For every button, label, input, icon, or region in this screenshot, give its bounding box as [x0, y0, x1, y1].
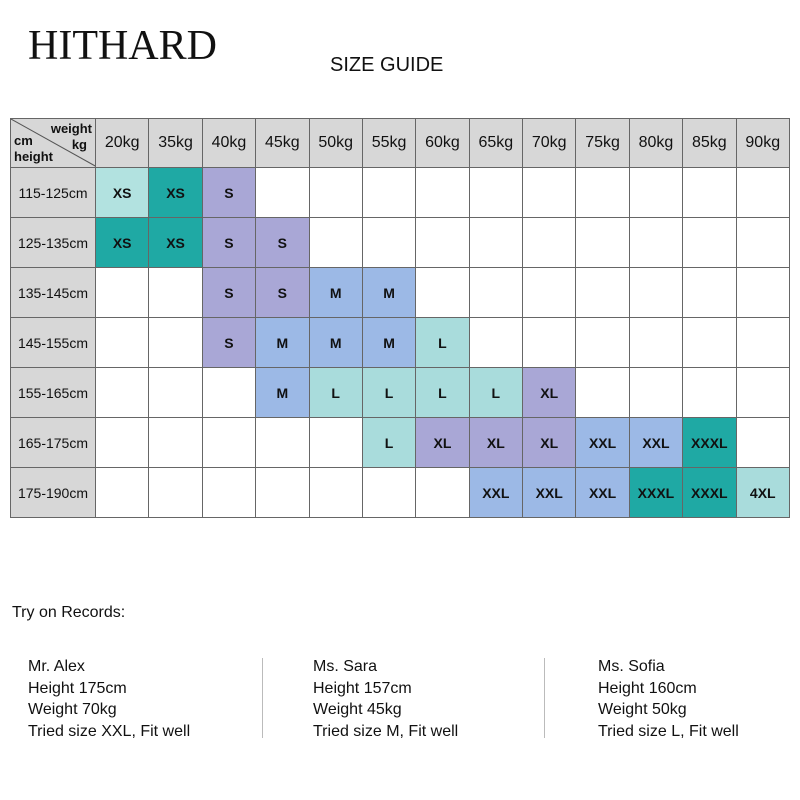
- corner-kg-label: kg: [71, 137, 87, 152]
- empty-cell: [736, 318, 790, 368]
- empty-cell: [736, 268, 790, 318]
- empty-cell: [416, 218, 469, 268]
- empty-cell: [256, 168, 309, 218]
- table-row: [11, 368, 790, 418]
- record-name: Ms. Sara: [313, 658, 378, 675]
- size-cell: S: [202, 218, 255, 268]
- empty-cell: [256, 418, 309, 468]
- weight-header: 40kg: [202, 119, 255, 168]
- size-cell: S: [202, 168, 255, 218]
- empty-cell: [416, 468, 469, 518]
- height-label: 155-165cm: [11, 368, 96, 418]
- weight-header: 85kg: [683, 119, 736, 168]
- empty-cell: [523, 218, 576, 268]
- empty-cell: [576, 368, 629, 418]
- empty-cell: [736, 168, 790, 218]
- empty-cell: [683, 168, 736, 218]
- weight-header: 90kg: [736, 119, 790, 168]
- size-cell: L: [416, 368, 469, 418]
- empty-cell: [96, 368, 149, 418]
- size-cell: XXL: [576, 468, 629, 518]
- size-cell: XXL: [576, 418, 629, 468]
- empty-cell: [683, 368, 736, 418]
- record-height: Height 160cm: [598, 679, 697, 697]
- weight-header: 60kg: [416, 119, 469, 168]
- empty-cell: [309, 218, 362, 268]
- empty-cell: [309, 468, 362, 518]
- table-row: [11, 218, 790, 268]
- size-cell: M: [256, 318, 309, 368]
- empty-cell: [96, 468, 149, 518]
- weight-header: 35kg: [149, 119, 202, 168]
- brand-logo: HITHARD: [28, 23, 217, 69]
- empty-cell: [256, 468, 309, 518]
- size-cell: L: [362, 368, 415, 418]
- weight-header: 80kg: [629, 119, 682, 168]
- empty-cell: [96, 418, 149, 468]
- empty-cell: [149, 418, 202, 468]
- size-cell: XL: [523, 418, 576, 468]
- size-cell: XXXL: [683, 468, 736, 518]
- empty-cell: [202, 468, 255, 518]
- empty-cell: [629, 368, 682, 418]
- size-cell: L: [309, 368, 362, 418]
- empty-cell: [629, 168, 682, 218]
- size-cell: XS: [96, 168, 149, 218]
- size-cell: XXL: [469, 468, 522, 518]
- empty-cell: [523, 318, 576, 368]
- empty-cell: [576, 268, 629, 318]
- size-cell: S: [256, 268, 309, 318]
- empty-cell: [523, 268, 576, 318]
- table-row: [11, 168, 790, 218]
- record-divider: [544, 658, 545, 738]
- empty-cell: [202, 418, 255, 468]
- size-cell: 4XL: [736, 468, 790, 518]
- size-table: [10, 118, 790, 518]
- empty-cell: [309, 168, 362, 218]
- record-divider: [262, 658, 263, 738]
- record-result: Tried size M, Fit well: [313, 722, 459, 740]
- size-cell: XS: [149, 218, 202, 268]
- record-sofia: [598, 656, 739, 742]
- page-title: SIZE GUIDE: [330, 54, 444, 76]
- size-cell: XL: [469, 418, 522, 468]
- corner-height-label: height: [14, 149, 53, 164]
- weight-header: 45kg: [256, 119, 309, 168]
- empty-cell: [576, 218, 629, 268]
- corner-weight-label: weight: [50, 121, 92, 136]
- empty-cell: [149, 368, 202, 418]
- record-weight: Weight 45kg: [313, 701, 402, 718]
- table-row: [11, 318, 790, 368]
- empty-cell: [149, 318, 202, 368]
- size-cell: M: [309, 268, 362, 318]
- size-cell: XS: [96, 218, 149, 268]
- record-height: Height 157cm: [313, 679, 412, 697]
- record-name: Mr. Alex: [28, 658, 85, 675]
- empty-cell: [96, 318, 149, 368]
- size-cell: M: [256, 368, 309, 418]
- empty-cell: [469, 268, 522, 318]
- record-result: Tried size XXL, Fit well: [28, 722, 191, 740]
- empty-cell: [683, 218, 736, 268]
- empty-cell: [309, 418, 362, 468]
- empty-cell: [149, 468, 202, 518]
- size-cell: L: [362, 418, 415, 468]
- empty-cell: [96, 268, 149, 318]
- empty-cell: [576, 168, 629, 218]
- empty-cell: [629, 318, 682, 368]
- table-row: [11, 268, 790, 318]
- empty-cell: [683, 318, 736, 368]
- table-row: [11, 418, 790, 468]
- size-cell: XS: [149, 168, 202, 218]
- weight-header: 70kg: [523, 119, 576, 168]
- record-result: Tried size L, Fit well: [598, 722, 739, 740]
- size-cell: M: [309, 318, 362, 368]
- empty-cell: [149, 268, 202, 318]
- height-label: 175-190cm: [11, 468, 96, 518]
- size-cell: XXXL: [629, 468, 682, 518]
- size-cell: XL: [523, 368, 576, 418]
- height-label: 145-155cm: [11, 318, 96, 368]
- empty-cell: [736, 418, 790, 468]
- size-cell: L: [416, 318, 469, 368]
- empty-cell: [362, 218, 415, 268]
- empty-cell: [576, 318, 629, 368]
- weight-header: 20kg: [96, 119, 149, 168]
- records-title: Try on Records:: [12, 604, 126, 621]
- empty-cell: [416, 268, 469, 318]
- empty-cell: [683, 268, 736, 318]
- empty-cell: [416, 168, 469, 218]
- weight-header: 50kg: [309, 119, 362, 168]
- empty-cell: [523, 168, 576, 218]
- size-cell: XXL: [629, 418, 682, 468]
- height-label: 135-145cm: [11, 268, 96, 318]
- height-label: 125-135cm: [11, 218, 96, 268]
- size-table-body: [11, 168, 790, 518]
- size-cell: XL: [416, 418, 469, 468]
- size-cell: S: [256, 218, 309, 268]
- empty-cell: [629, 218, 682, 268]
- weight-header: 65kg: [469, 119, 522, 168]
- size-cell: XXL: [523, 468, 576, 518]
- table-row: [11, 468, 790, 518]
- size-cell: S: [202, 318, 255, 368]
- empty-cell: [736, 368, 790, 418]
- empty-cell: [202, 368, 255, 418]
- size-cell: XXXL: [683, 418, 736, 468]
- corner-cm-label: cm: [14, 133, 33, 148]
- weight-header: 75kg: [576, 119, 629, 168]
- record-weight: Weight 70kg: [28, 701, 117, 718]
- size-cell: S: [202, 268, 255, 318]
- empty-cell: [629, 268, 682, 318]
- weight-header-row: [11, 119, 790, 168]
- height-label: 115-125cm: [11, 168, 96, 218]
- empty-cell: [736, 218, 790, 268]
- record-weight: Weight 50kg: [598, 701, 687, 718]
- record-alex: [28, 656, 190, 742]
- size-cell: L: [469, 368, 522, 418]
- empty-cell: [469, 218, 522, 268]
- empty-cell: [469, 318, 522, 368]
- size-cell: M: [362, 268, 415, 318]
- record-name: Ms. Sofia: [598, 658, 665, 675]
- empty-cell: [362, 168, 415, 218]
- size-cell: M: [362, 318, 415, 368]
- empty-cell: [362, 468, 415, 518]
- empty-cell: [469, 168, 522, 218]
- corner-cell: [11, 119, 96, 168]
- height-label: 165-175cm: [11, 418, 96, 468]
- record-height: Height 175cm: [28, 679, 127, 697]
- weight-header: 55kg: [362, 119, 415, 168]
- record-sara: [313, 656, 458, 742]
